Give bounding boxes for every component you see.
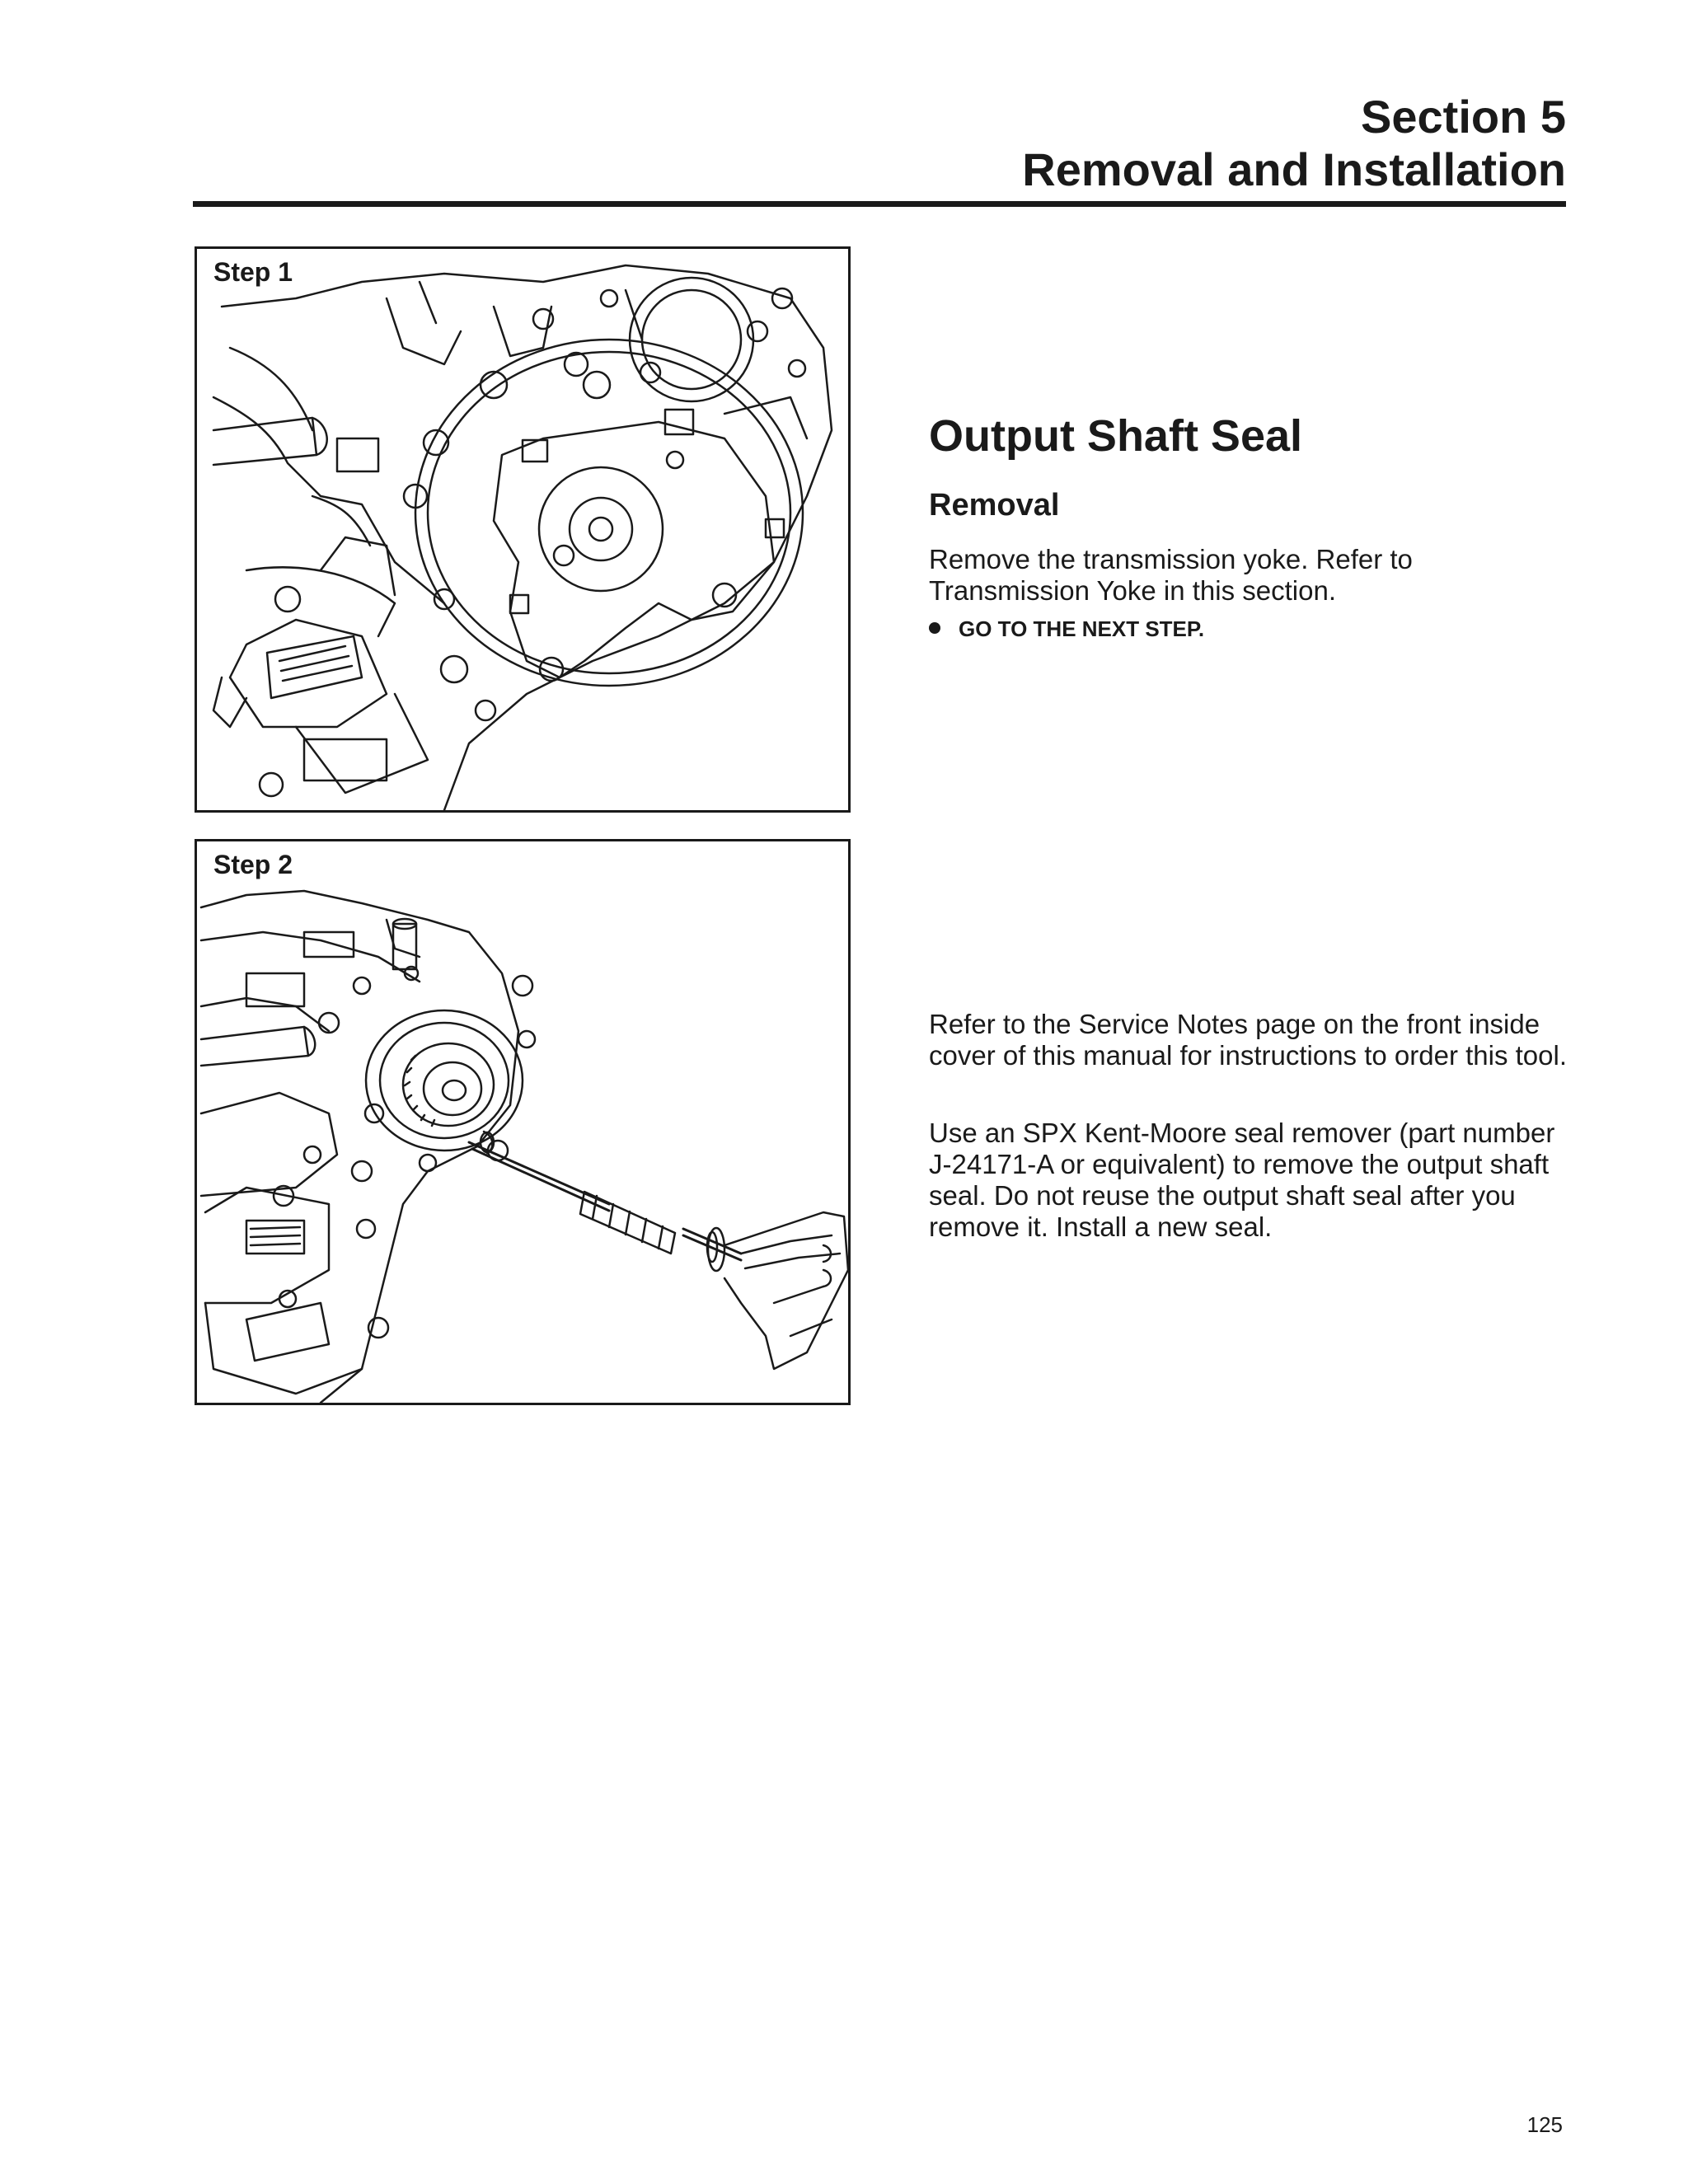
next-step-text: GO TO THE NEXT STEP. (959, 616, 1205, 641)
transmission-yoke-illustration (197, 249, 848, 810)
section-number: Section 5 (1361, 91, 1566, 143)
section-title: Removal and Installation (1022, 143, 1566, 195)
figure-step-2 (195, 839, 851, 1405)
next-step-bullet (929, 616, 1204, 642)
service-notes-paragraph: Refer to the Service Notes page on the front inside cover of this manual for instructions to order this tool. (929, 1009, 1568, 1071)
seal-remover-paragraph: Use an SPX Kent-Moore seal remover (part number J-24171-A or equivalent) to remove the output shaft seal. Do not reuse the output shaft seal after you remove it. Install a new seal. (929, 1118, 1555, 1242)
subsection-heading: Removal (929, 488, 1060, 523)
bullet-dot-icon (929, 622, 940, 634)
page-number: 125 (1526, 2112, 1563, 2137)
page-title: Output Shaft Seal (929, 411, 1303, 461)
step-1-label: Step 1 (213, 257, 293, 287)
header-rule (193, 201, 1566, 207)
removal-instruction: Remove the transmission yoke. Refer to Transmission Yoke in this section. (929, 544, 1413, 606)
section-header (1022, 91, 1566, 196)
figure-step-1 (195, 246, 851, 813)
seal-remover-illustration (197, 841, 848, 1403)
step-2-label: Step 2 (213, 850, 293, 879)
